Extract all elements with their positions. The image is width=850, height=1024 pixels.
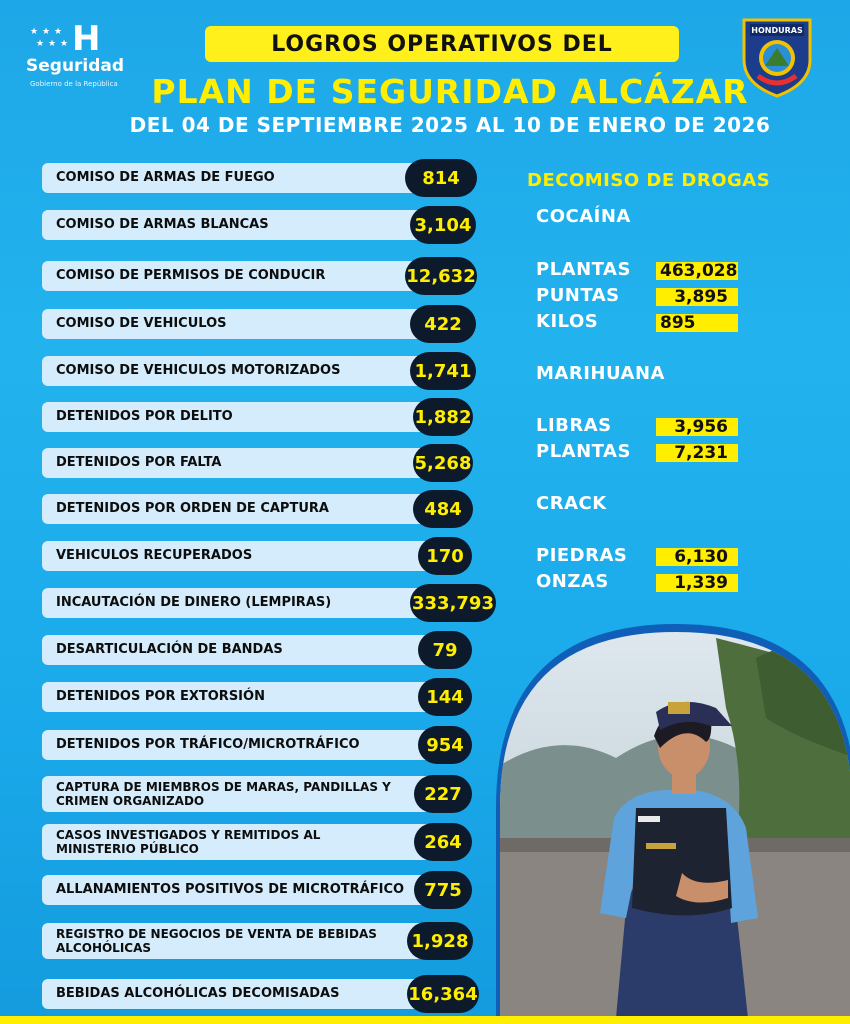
policia-nacional-badge-icon <box>740 14 814 98</box>
date-range: DEL 04 DE SEPTIEMBRE 2025 AL 10 DE ENERO DE 2026 <box>129 113 771 137</box>
svg-text:HONDURAS: HONDURAS <box>751 26 803 35</box>
stat-label: DETENIDOS POR TRÁFICO/MICROTRÁFICO <box>42 730 462 760</box>
stat-label: CAPTURA DE MIEMBROS DE MARAS, PANDILLAS Y CRIMEN ORGANIZADO <box>42 776 462 812</box>
crack-piedras-label: PIEDRAS <box>536 545 628 566</box>
marihuana-plantas-value: 7,231 <box>656 444 738 462</box>
stat-value: 227 <box>414 775 472 813</box>
crack-title: CRACK <box>536 493 607 514</box>
stat-value: 775 <box>414 871 472 909</box>
stat-value: 170 <box>418 537 472 575</box>
stat-label: COMISO DE PERMISOS DE CONDUCIR <box>42 261 462 291</box>
marihuana-plantas-label: PLANTAS <box>536 441 631 462</box>
stat-value: 5,268 <box>413 444 473 482</box>
stat-label: DETENIDOS POR ORDEN DE CAPTURA <box>42 494 462 524</box>
stat-label: COMISO DE VEHICULOS MOTORIZADOS <box>42 356 462 386</box>
stat-value: 1,882 <box>413 398 473 436</box>
stat-value: 484 <box>413 490 473 528</box>
stat-label: DETENIDOS POR DELITO <box>42 402 462 432</box>
stat-label: VEHICULOS RECUPERADOS <box>42 541 462 571</box>
h-mark-icon: H <box>72 19 101 59</box>
cocaina-plantas-value: 463,028 <box>656 262 738 280</box>
bottom-accent-bar <box>0 1016 850 1024</box>
crack-onzas-label: ONZAS <box>536 571 609 592</box>
stat-label: INCAUTACIÓN DE DINERO (LEMPIRAS) <box>42 588 462 618</box>
stat-label: DETENIDOS POR EXTORSIÓN <box>42 682 462 712</box>
stat-label: CASOS INVESTIGADOS Y REMITIDOS AL MINISTERIO PÚBLICO <box>42 824 462 860</box>
cocaina-title: COCAÍNA <box>536 206 631 227</box>
crack-piedras-value: 6,130 <box>656 548 738 566</box>
stat-value: 144 <box>418 678 472 716</box>
cocaina-plantas-label: PLANTAS <box>536 259 631 280</box>
stat-value: 3,104 <box>410 206 476 244</box>
stat-value: 1,741 <box>410 352 476 390</box>
stat-label: ALLANAMIENTOS POSITIVOS DE MICROTRÁFICO <box>42 875 462 905</box>
stars-icon: ★ ★ ★ ★ ★ ★ <box>30 27 69 49</box>
cocaina-puntas-label: PUNTAS <box>536 285 620 306</box>
cocaina-kilos-label: KILOS <box>536 311 599 332</box>
cocaina-kilos-value: 895 <box>656 314 738 332</box>
stat-value: 12,632 <box>405 257 477 295</box>
stat-value: 954 <box>418 726 472 764</box>
logo-subtitle: Gobierno de la República <box>30 80 118 88</box>
marihuana-title: MARIHUANA <box>536 363 665 384</box>
drugs-heading: DECOMISO DE DROGAS <box>527 170 771 191</box>
stat-value: 79 <box>418 631 472 669</box>
stat-value: 16,364 <box>407 975 479 1013</box>
title-line-2: PLAN DE SEGURIDAD ALCÁZAR <box>151 72 749 111</box>
stat-label: COMISO DE VEHICULOS <box>42 309 462 339</box>
police-officer-photo <box>496 618 850 1018</box>
stat-label: DESARTICULACIÓN DE BANDAS <box>42 635 462 665</box>
stat-label: COMISO DE ARMAS BLANCAS <box>42 210 462 240</box>
logo-name: Seguridad <box>26 56 125 76</box>
crack-onzas-value: 1,339 <box>656 574 738 592</box>
stat-value: 422 <box>410 305 476 343</box>
marihuana-libras-label: LIBRAS <box>536 415 612 436</box>
cocaina-puntas-value: 3,895 <box>656 288 738 306</box>
marihuana-libras-value: 3,956 <box>656 418 738 436</box>
stat-label: REGISTRO DE NEGOCIOS DE VENTA DE BEBIDAS ALCOHÓLICAS <box>42 923 462 959</box>
stat-label: COMISO DE ARMAS DE FUEGO <box>42 163 462 193</box>
stat-label: DETENIDOS POR FALTA <box>42 448 462 478</box>
stat-value: 1,928 <box>407 922 473 960</box>
stat-value: 814 <box>405 159 477 197</box>
stat-label: BEBIDAS ALCOHÓLICAS DECOMISADAS <box>42 979 462 1009</box>
stat-value: 333,793 <box>410 584 496 622</box>
stat-value: 264 <box>414 823 472 861</box>
title-line-1: LOGROS OPERATIVOS DEL <box>205 26 679 62</box>
